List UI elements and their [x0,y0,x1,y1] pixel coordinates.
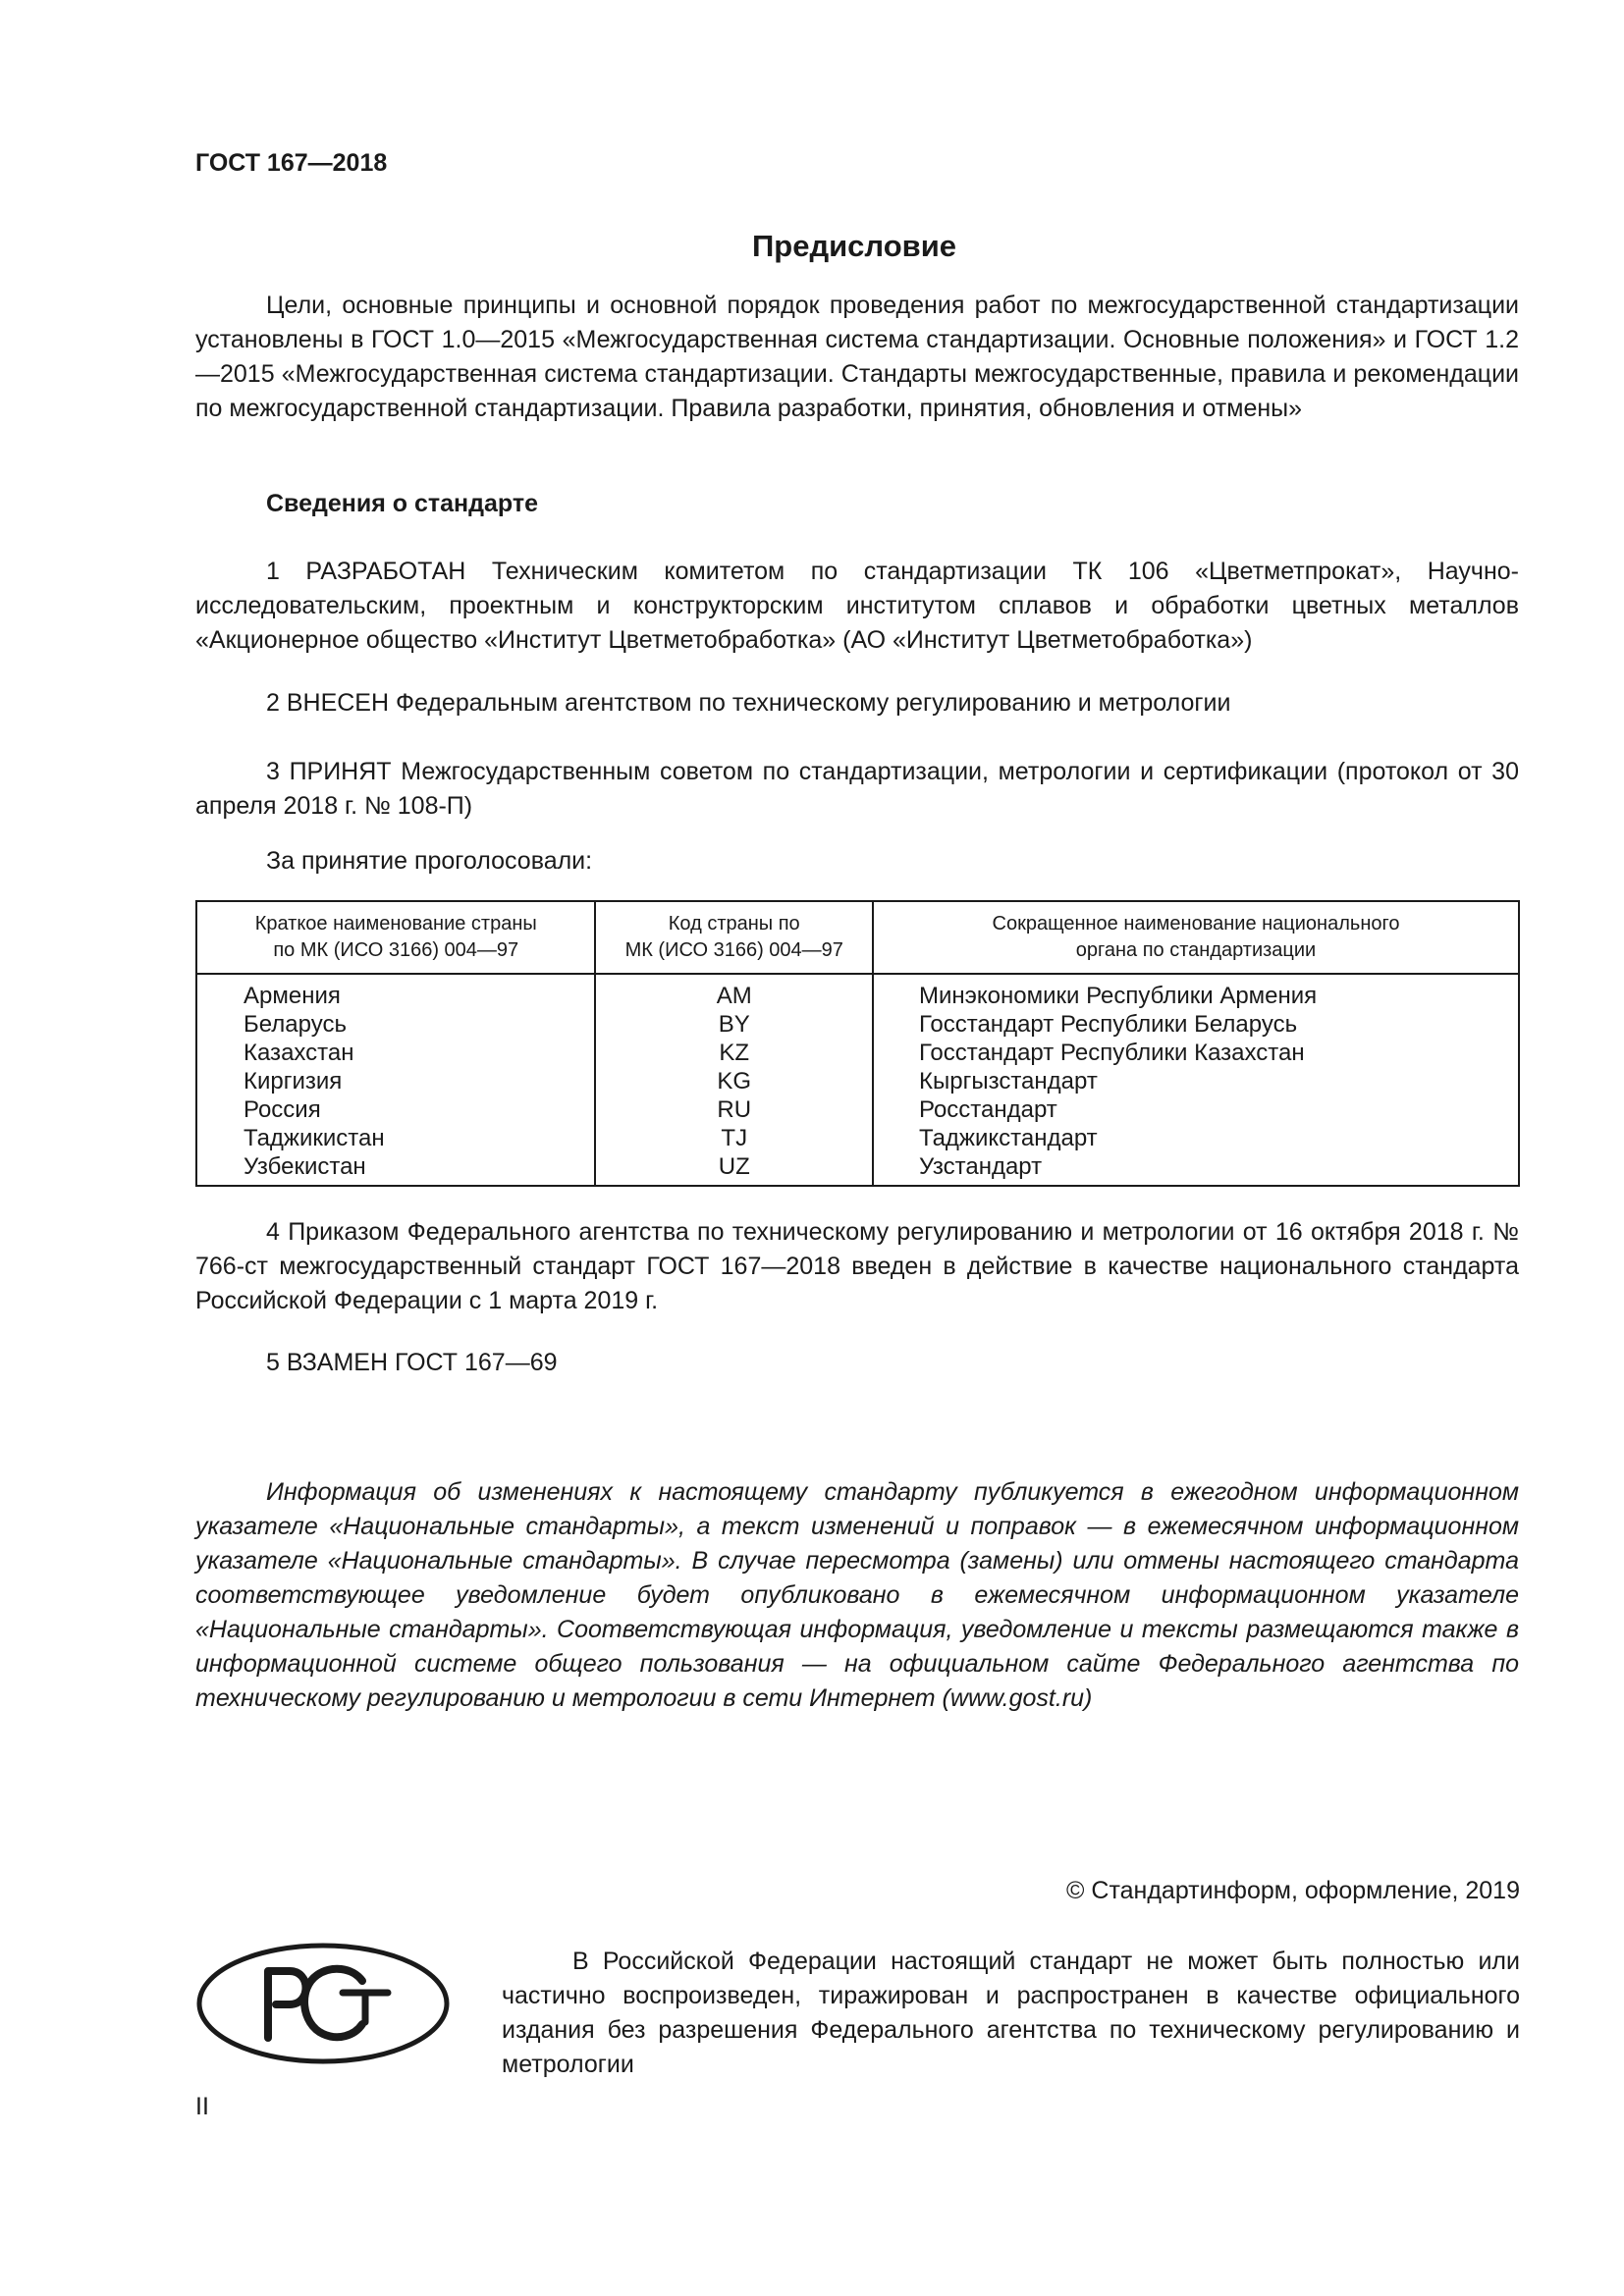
item-adopted: 3 ПРИНЯТ Межгосударственным советом по стандартизации, метрологии и сертификации (протокол от 30 апреля 2018 г. № 108-П) [195,758,1519,820]
table-header-row [196,901,1519,974]
voting-table [195,900,1520,1187]
country-cell: Таджикистан [244,1125,385,1151]
country-cell: Киргизия [244,1068,343,1095]
code-cell: KZ [719,1040,750,1066]
code-cell: UZ [718,1153,750,1180]
intro-paragraph-block [195,289,1519,426]
code-cell: TJ [721,1125,748,1151]
table-body-row [196,974,1519,1186]
code-cell: AM [716,983,752,1009]
header-body: Сокращенное наименование национального органа по стандартизации [873,901,1519,974]
item-introduced: 2 ВНЕСЕН Федеральным агентством по техническому регулированию и метрологии [266,689,1231,717]
intro-paragraph: Цели, основные принципы и основной порядок проведения работ по межгосударственной стандартизации установлены в ГОСТ 1.0—2015 «Межгосударственная система стандартизации. Основные положения» и ГОСТ 1.2—2015 «Межгосударственная система стандартизации. Стандарты межгосударственные, правила и рекомендации по межгосударственной стандартизации. Правила разработки, принятия, обновления и отмены» [195,292,1519,422]
info-notice: Информация об изменениях к настоящему стандарту публикуется в ежегодном информационном указателе «Национальные стандарты», а текст изменений и поправок — в ежемесячном информационном указателе «Национальные стандарты». В случае пересмотра (замены) или отмены настоящего стандарта соответствующее уведомление будет опубликовано в ежемесячном информационном указателе «Национальные стандарты». Соответствующая информация, уведомление и тексты размещаются также в информационной системе общего пользования — на официальном сайте Федерального агентства по техническому регулированию и метрологии в сети Интернет (www.gost.ru) [195,1478,1519,1712]
item-order: 4 Приказом Федерального агентства по техническому регулированию и метрологии от 16 октября 2018 г. № 766-ст межгосударственный стандарт ГОСТ 167—2018 введен в действие в качестве национального стандарта Российской Федерации с 1 марта 2019 г. [195,1218,1519,1314]
body-cell: Госстандарт Республики Казахстан [919,1040,1305,1066]
code-cell: KG [717,1068,752,1095]
header-country: Краткое наименование страны по МК (ИСО 3166) 004—97 [196,901,595,974]
body-cell: Госстандарт Республики Беларусь [919,1011,1298,1038]
reproduction-notice: В Российской Федерации настоящий стандарт не может быть полностью или частично воспроизведен, тиражирован и распространен в качестве официального издания без разрешения Федерального агентства по техническому регулированию и метрологии [502,1948,1520,2078]
code-cell: BY [718,1011,750,1038]
rst-logo-icon [195,1942,451,2065]
section-heading: Сведения о стандарте [266,490,539,517]
item-order-block [195,1215,1519,1318]
item-replaces: 5 ВЗАМЕН ГОСТ 167—69 [266,1349,558,1376]
item-developed-block [195,555,1519,658]
country-cell: Узбекистан [244,1153,366,1180]
copyright: © Стандартинформ, оформление, 2019 [1066,1877,1520,1904]
body-cell: Кыргызстандарт [919,1068,1098,1095]
item-adopted-block [195,755,1519,824]
body-cell: Узстандарт [919,1153,1043,1180]
code-cell: RU [717,1096,752,1123]
body-cell: Таджикстандарт [919,1125,1098,1151]
voted-label: За принятие проголосовали: [266,847,593,875]
country-cell: Армения [244,983,341,1009]
document-id: ГОСТ 167—2018 [195,149,388,177]
country-cell: Россия [244,1096,321,1123]
page-title: Предисловие [751,229,956,263]
header-code: Код страны по МК (ИСО 3166) 004—97 [595,901,873,974]
body-column [873,974,1519,1186]
country-column [196,974,595,1186]
country-cell: Беларусь [244,1011,347,1038]
body-cell: Минэкономики Республики Армения [919,983,1318,1009]
body-cell: Росстандарт [919,1096,1057,1123]
country-cell: Казахстан [244,1040,354,1066]
page-number: II [195,2093,209,2120]
code-column [595,974,873,1186]
item-developed: 1 РАЗРАБОТАН Техническим комитетом по стандартизации ТК 106 «Цветметпрокат», Научно-исследовательским, проектным и конструкторским институтом сплавов и обработки цветных металлов «Акционерное общество «Институт Цветметобработка» (АО «Институт Цветметобработка») [195,558,1519,654]
